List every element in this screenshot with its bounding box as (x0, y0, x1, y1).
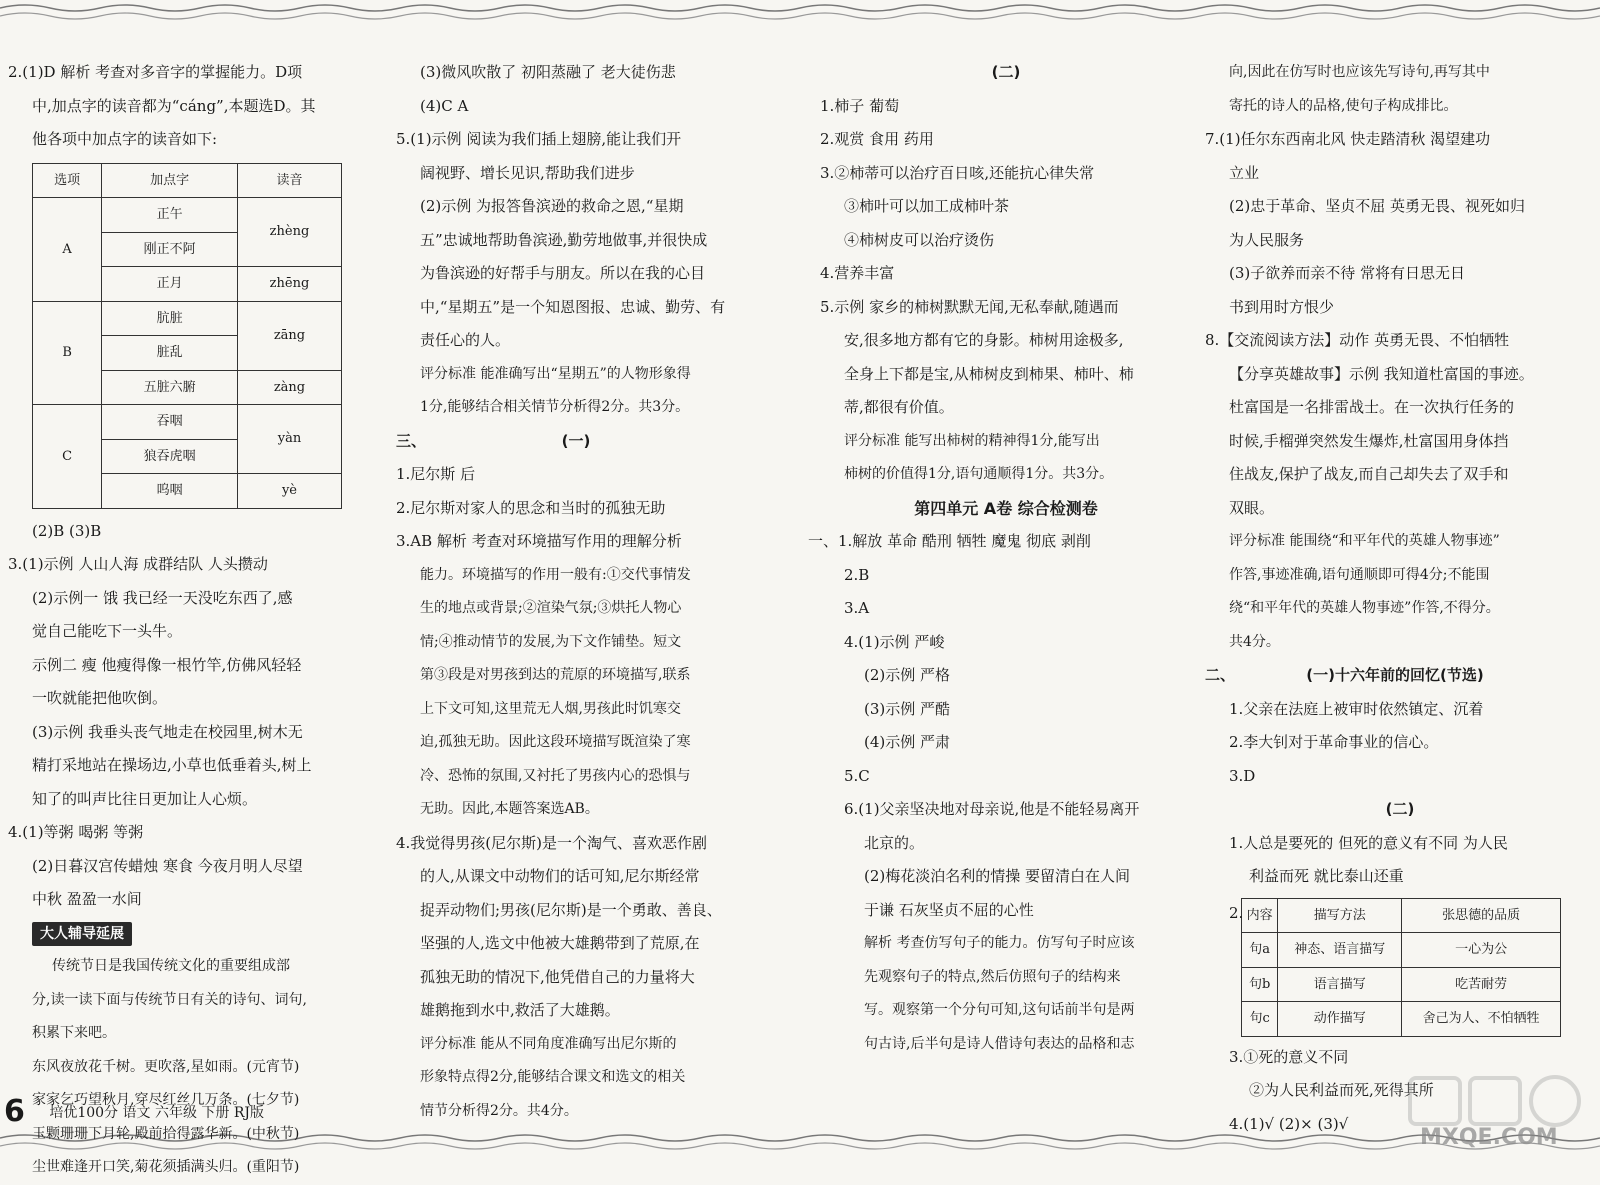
reading-cell: yàn (237, 405, 341, 474)
answer-line: 双眼。 (1229, 498, 1275, 517)
extension-line: 传统节日是我国传统文化的重要组成部 (52, 958, 290, 974)
table-header: 张思德的品质 (1402, 898, 1561, 933)
poem-line: 家家乞巧望秋月,穿尽红丝几万条。(七夕节) (32, 1092, 300, 1108)
answer-line: 4.(1)等粥 喝粥 等粥 (8, 823, 144, 841)
answer-line: 时候,手榴弹突然发生爆炸,杜富国用身体挡 (1229, 431, 1509, 450)
answer-line: 五”忠诚地帮助鲁滨逊,勤劳地做事,并很快成 (420, 230, 708, 249)
answer-line: 5.示例 家乡的柿树默默无闻,无私奉献,随遇而 (820, 297, 1119, 316)
scoring-line: 作答,事迹准确,语句通顺即可得4分;不能围 (1229, 566, 1490, 583)
section-number: 三、 (396, 431, 427, 450)
table-cell: 句b (1242, 967, 1278, 1002)
analysis-line: 第③段是对男孩到达的荒原的环境描写,联系 (420, 667, 691, 683)
answer-line: 为人民服务 (1229, 230, 1305, 249)
reading-cell: zhēng (237, 267, 341, 302)
poem-line: 尘世难逢开口笑,菊花须插满头归。(重阳节) (32, 1159, 300, 1175)
answer-line: 于谦 石灰坚贞不屈的心性 (864, 900, 1034, 919)
option-cell: B (33, 301, 102, 405)
answer-line: 8.【交流阅读方法】动作 英勇无畏、不怕牺牲 (1205, 331, 1510, 349)
section-number: 二、 (1205, 666, 1236, 684)
scoring-line: 评分标准 能准确写出“星期五”的人物形象得 (420, 365, 691, 382)
answer-line: ③柿叶可以加工成柿叶茶 (844, 197, 1010, 215)
extension-line: 分,读一读下面与传统节日有关的诗句、词句, (32, 991, 307, 1008)
subsection-title: (一) (561, 431, 591, 450)
scoring-line: 共4分。 (1229, 633, 1280, 650)
option-cell: A (33, 198, 102, 302)
answer-line: (3)示例 严酷 (864, 699, 951, 718)
answer-line: 【分享英雄故事】示例 我知道杜富国的事迹。 (1229, 364, 1534, 383)
answer-line: 3.AB 解析 考查对环境描写作用的理解分析 (396, 532, 682, 550)
analysis-line: 能力。环境描写的作用一般有:①交代事情发 (420, 566, 691, 583)
answer-line: 2.李大钊对于革命事业的信心。 (1229, 733, 1439, 751)
reading-cell: zāng (237, 301, 341, 370)
table-cell: 句c (1242, 1002, 1278, 1037)
word-cell: 肮脏 (102, 301, 238, 336)
table-cell: 神态、语言描写 (1278, 933, 1402, 968)
word-cell: 呜咽 (102, 474, 238, 509)
table-cell: 一心为公 (1402, 933, 1561, 968)
answer-line: ②为人民利益而死,死得其所 (1249, 1081, 1434, 1099)
answer-line: 5.(1)示例 阅读为我们插上翅膀,能让我们开 (396, 130, 682, 148)
answer-line: (3)示例 我垂头丧气地走在校园里,树木无 (32, 722, 303, 741)
answer-line: 1.人总是要死的 但死的意义有不同 为人民 (1229, 833, 1508, 852)
table-cell: 句a (1242, 933, 1278, 968)
answer-line: (3)子欲养而亲不待 常将有日思无日 (1229, 264, 1466, 282)
answer-line: 7.(1)任尔东西南北风 快走踏清秋 渴望建功 (1205, 130, 1491, 148)
answer-line: 4.营养丰富 (820, 264, 895, 282)
analysis-line: 向,因此在仿写时也应该先写诗句,再写其中 (1229, 64, 1490, 80)
section-header (396, 425, 786, 459)
answer-line: 3.①死的意义不同 (1229, 1047, 1349, 1066)
answer-line: (2)示例 为报答鲁滨逊的救命之恩,“星期 (420, 197, 684, 215)
quality-table-block (1205, 898, 1595, 1037)
answer-line: 示例二 瘦 他瘦得像一根竹竿,仿佛风轻轻 (32, 655, 302, 674)
answer-line: 2.(1)D 解析 考查对多音字的掌握能力。D项 (8, 63, 303, 81)
analysis-line: 冷、恐怖的氛围,又衬托了男孩内心的恐惧与 (420, 767, 691, 784)
answer-line: (3)微风吹散了 初阳蒸融了 老大徒伤悲 (420, 63, 676, 81)
table-cell: 吃苦耐劳 (1402, 967, 1561, 1002)
table-header: 读音 (237, 163, 341, 198)
column-2 (396, 56, 786, 1128)
scoring-line: 评分标准 能围绕“和平年代的英雄人物事迹” (1229, 533, 1500, 549)
analysis-line: 寄托的诗人的品格,使句子构成排比。 (1229, 97, 1458, 114)
scoring-line: 评分标准 能写出柿树的精神得1分,能写出 (844, 432, 1100, 449)
answer-line: 利益而死 就比泰山还重 (1249, 867, 1404, 885)
answer-line: 杜富国是一名排雷战士。在一次执行任务的 (1229, 398, 1515, 416)
word-cell: 吞咽 (102, 405, 238, 440)
table-header: 选项 (33, 163, 102, 198)
answer-line: 2.尼尔斯对家人的思念和当时的孤独无助 (396, 498, 666, 517)
answer-line: 3.A (844, 599, 870, 617)
answer-line: 住战友,保护了战友,而自己却失去了双手和 (1229, 465, 1509, 483)
analysis-line: 解析 考查仿写句子的能力。仿写句子时应该 (864, 935, 1135, 951)
analysis-line: 上下文可知,这里荒无人烟,男孩此时饥寒交 (420, 700, 681, 717)
answer-line: ④柿树皮可以治疗烫伤 (844, 230, 995, 249)
answer-line: 为鲁滨逊的好帮手与朋友。所以在我的心目 (420, 264, 706, 282)
answer-line: 书到用时方恨少 (1229, 297, 1335, 316)
scoring-line: 情节分析得2分。共4分。 (420, 1102, 578, 1119)
answer-line: 孤独无助的情况下,他凭借自己的力量将大 (420, 967, 695, 986)
subsection-title: (二) (1385, 800, 1415, 818)
answer-line: 他各项中加点字的读音如下: (32, 130, 218, 148)
option-cell: C (33, 405, 102, 509)
scoring-line: 柿树的价值得1分,语句通顺得1分。共3分。 (844, 466, 1114, 482)
scoring-line: 评分标准 能从不同角度准确写出尼尔斯的 (420, 1035, 677, 1052)
analysis-line: 先观察句子的特点,然后仿照句子的结构来 (864, 968, 1121, 985)
word-cell: 正月 (102, 267, 238, 302)
answer-line: 3.②柿蒂可以治疗百日咳,还能抗心律失常 (820, 163, 1095, 182)
answer-line: 中秋 盈盈一水间 (32, 890, 142, 908)
answer-line: (2)梅花淡泊名利的情操 要留清白在人间 (864, 867, 1131, 885)
page-footer (4, 1094, 264, 1129)
answer-line: (2)示例 严格 (864, 666, 951, 684)
answer-line: 2.观赏 食用 药用 (820, 130, 934, 148)
answer-line: 一、1.解放 革命 酷刑 牺牲 魔鬼 彻底 剥削 (808, 532, 1091, 550)
answer-line: 阔视野、增长见识,帮助我们进步 (420, 163, 635, 182)
analysis-line: 情;④推动情节的发展,为下文作铺垫。短文 (420, 633, 682, 650)
table-header: 内容 (1242, 898, 1278, 933)
column-1 (8, 56, 360, 1185)
answer-line: (2)忠于革命、坚贞不屈 英勇无畏、视死如归 (1229, 197, 1526, 215)
word-cell: 脏乱 (102, 336, 238, 371)
answer-line: 4.我觉得男孩(尼尔斯)是一个淘气、喜欢恶作剧 (396, 833, 708, 852)
answer-line: 2.B (844, 565, 870, 584)
answer-line: 精打采地站在操场边,小草也低垂着头,树上 (32, 756, 312, 774)
answer-line: 4.(1)示例 严峻 (844, 632, 945, 651)
answer-line: 一吹就能把他吹倒。 (32, 689, 168, 707)
answer-line: 的人,从课文中动物们的话可知,尼尔斯经常 (420, 867, 700, 885)
answer-line: 立业 (1229, 163, 1260, 182)
watermark-text: MXQE.COM (1420, 1125, 1558, 1150)
column-4 (1205, 56, 1595, 1141)
pronunciation-table (32, 163, 342, 509)
word-cell: 刚正不阿 (102, 232, 238, 267)
page-number: 6 (4, 1094, 25, 1129)
unit-title: 第四单元 A卷 综合检测卷 (914, 498, 1098, 518)
answer-line: (2)示例一 饿 我已经一天没吃东西了,感 (32, 588, 293, 607)
extension-line: 积累下来吧。 (32, 1025, 116, 1041)
answer-line: (4)示例 严肃 (864, 733, 951, 751)
reading-cell: zhèng (237, 198, 341, 267)
answer-line: 全身上下都是宝,从柿树皮到柿果、柿叶、柿 (844, 364, 1134, 383)
analysis-line: 无助。因此,本题答案选AB。 (420, 801, 599, 817)
answer-line: 6.(1)父亲坚决地对母亲说,他是不能轻易离开 (844, 800, 1140, 818)
reading-cell: yè (237, 474, 341, 509)
answer-line: (2)B (3)B (32, 521, 102, 540)
answer-line: 3.(1)示例 人山人海 成群结队 人头攒动 (8, 555, 268, 573)
reading-cell: zàng (237, 370, 341, 405)
word-cell: 正午 (102, 198, 238, 233)
answer-line: 责任心的人。 (420, 331, 511, 349)
subsection-title: (一)十六年前的回忆(节选) (1306, 666, 1484, 684)
table-header: 加点字 (102, 163, 238, 198)
table-cell: 语言描写 (1278, 967, 1402, 1002)
analysis-line: 迫,孤独无助。因此这段环境描写既渲染了寒 (420, 734, 691, 750)
poem-line: 玉颗珊珊下月轮,殿前拾得露华新。(中秋节) (32, 1125, 300, 1142)
column-3 (808, 56, 1192, 1061)
answer-line: 北京的。 (864, 833, 925, 852)
extension-badge: 大人辅导延展 (32, 922, 132, 946)
scoring-line: 1分,能够结合相关情节分析得2分。共3分。 (420, 399, 690, 415)
subsection-title: (二) (991, 63, 1021, 81)
answer-line: (2)日暮汉宫传蜡烛 寒食 今夜月明人尽望 (32, 856, 303, 875)
answer-line: 5.C (844, 766, 870, 785)
answer-line: 雄鹅拖到水中,救活了大雄鹅。 (420, 1001, 620, 1019)
answer-line: 4.(1)√ (2)× (3)√ (1229, 1114, 1349, 1133)
analysis-line: 写。观察第一个分句可知,这句话前半句是两 (864, 1002, 1135, 1018)
question-number: 2. (1229, 903, 1244, 922)
scoring-line: 绕“和平年代的英雄人物事迹”作答,不得分。 (1229, 600, 1500, 616)
table-cell: 动作描写 (1278, 1002, 1402, 1037)
section-header (1205, 659, 1595, 693)
answer-line: 知了的叫声比往日更加让人心烦。 (32, 789, 258, 808)
answer-line: 觉自己能吃下一头牛。 (32, 622, 183, 640)
answer-line: 蒂,都很有价值。 (844, 398, 954, 416)
table-cell: 舍己为人、不怕牺牲 (1402, 1002, 1561, 1037)
answer-line: 1.尼尔斯 后 (396, 465, 476, 483)
word-cell: 狼吞虎咽 (102, 439, 238, 474)
answer-line: 捉弄动物们;男孩(尼尔斯)是一个勇敢、善良、 (420, 900, 722, 919)
book-info: 培优100分 语文 六年级 下册 RJ版 (49, 1104, 265, 1121)
answer-line: 坚强的人,选文中他被大雄鹅带到了荒原,在 (420, 934, 700, 952)
top-wave-border (0, 0, 1600, 28)
answer-line: 安,很多地方都有它的身影。柿树用途极多, (844, 331, 1124, 349)
analysis-line: 句古诗,后半句是诗人借诗句表达的品格和志 (864, 1035, 1135, 1052)
answer-line: 1.父亲在法庭上被审时依然镇定、沉着 (1229, 699, 1484, 718)
scoring-line: 形象特点得2分,能够结合课文和选文的相关 (420, 1069, 686, 1085)
table-header: 描写方法 (1278, 898, 1402, 933)
answer-line: 中,“星期五”是一个知恩图报、忠诚、勤劳、有 (420, 297, 726, 316)
analysis-line: 生的地点或背景;②渲染气氛;③烘托人物心 (420, 600, 682, 616)
answer-line: 中,加点字的读音都为“cáng”,本题选D。其 (32, 96, 316, 115)
quality-table (1241, 898, 1561, 1037)
poem-line: 东风夜放花千树。更吹落,星如雨。(元宵节) (32, 1058, 300, 1075)
answer-line: 3.D (1229, 766, 1256, 785)
answer-line: 1.柿子 葡萄 (820, 96, 900, 115)
word-cell: 五脏六腑 (102, 370, 238, 405)
answer-line: (4)C A (420, 96, 469, 115)
